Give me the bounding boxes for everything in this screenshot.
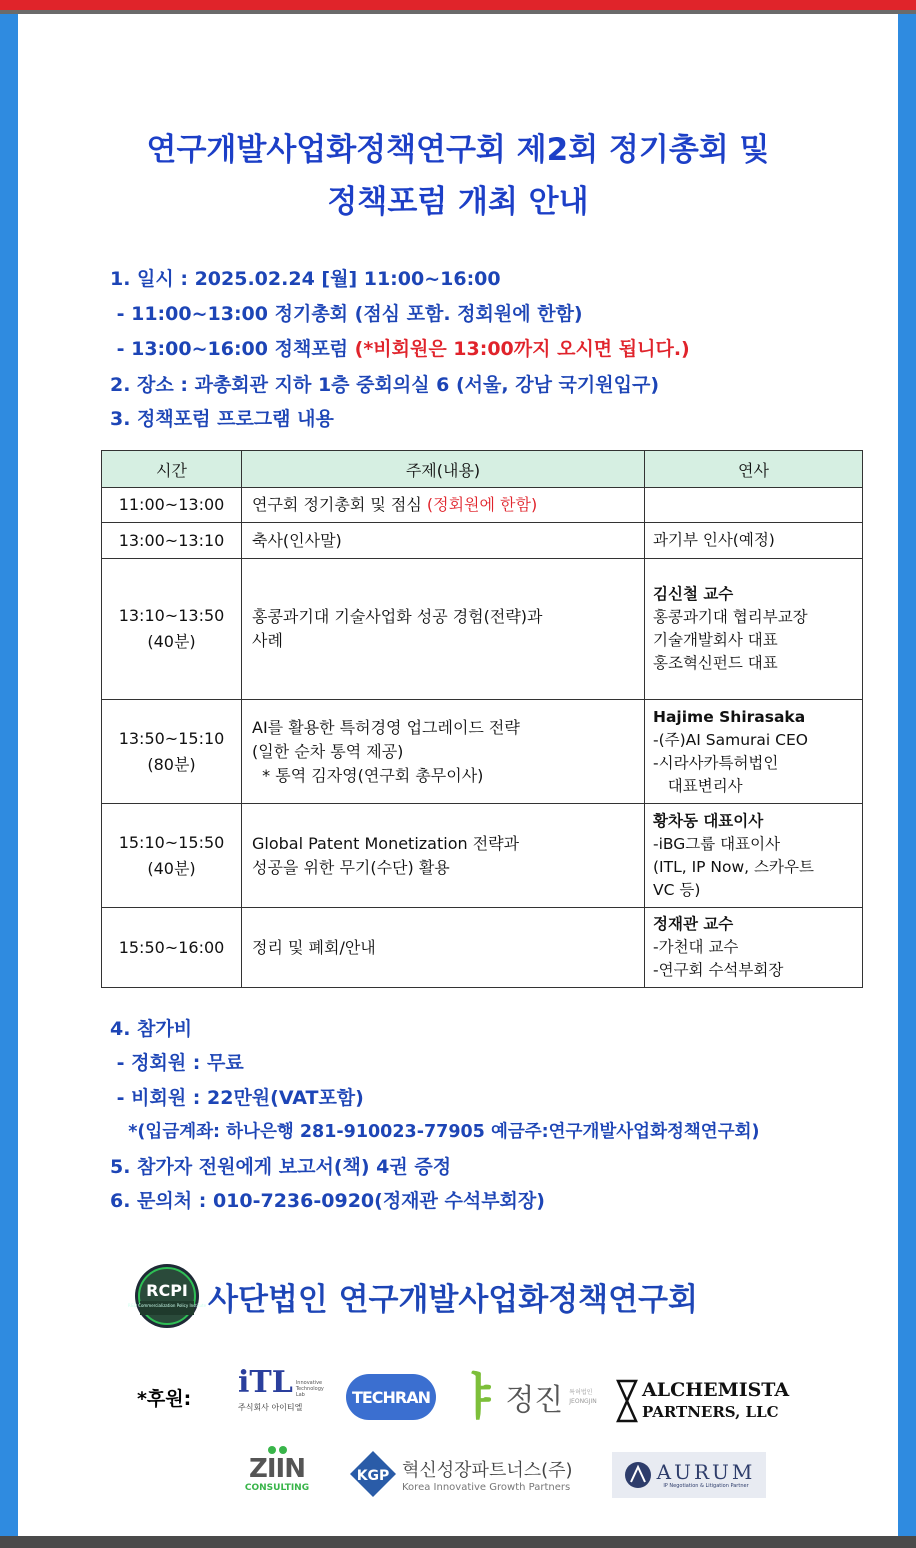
- itl-sub: Innovative Technology Lab: [295, 1380, 324, 1398]
- row-speaker: 과기부 인사(예정): [645, 523, 863, 559]
- info-program: 3. 정책포럼 프로그램 내용: [110, 408, 334, 430]
- header-speaker: 연사: [645, 451, 863, 488]
- time-range: 15:10~15:50: [118, 832, 225, 852]
- speaker-name: 정재관 교수: [653, 915, 734, 933]
- bottom-bar: [0, 1536, 916, 1548]
- contact-line: 6. 문의처 : 010-7236-0920(정재관 수석부회장): [110, 1190, 545, 1212]
- jeongjin-mark: ㅑ: [455, 1368, 504, 1426]
- itl-mark: iTL: [238, 1365, 293, 1400]
- speaker-line: (ITL, IP Now, 스카우트: [653, 857, 814, 876]
- ziin-logo: [238, 1446, 316, 1498]
- fee-member: - 정회원 : 무료: [110, 1052, 244, 1074]
- topic-line: (일한 순차 통역 제공): [252, 741, 404, 761]
- row-time: [102, 700, 242, 804]
- header-time: 시간: [102, 451, 242, 488]
- itl-logo: [238, 1365, 324, 1424]
- topic-line: 사례: [252, 631, 283, 650]
- techran-logo: [346, 1374, 436, 1420]
- speaker-line: 홍콩과기대 협리부교장: [653, 608, 808, 626]
- techran-text: TECHRAN: [351, 1387, 431, 1407]
- ziin-text: ZIIN: [249, 1454, 305, 1484]
- title-line-1: 연구개발사업화정책연구회 제2회 정기총회 및: [146, 132, 770, 168]
- row-speaker: [645, 908, 863, 988]
- speaker-name: 김신철 교수: [653, 585, 734, 603]
- speaker-line: -연구회 수석부회장: [653, 961, 784, 979]
- topic-line: Global Patent Monetization 전략과: [252, 833, 520, 853]
- row-topic: [242, 488, 645, 523]
- row-topic: [242, 804, 645, 908]
- table-row: [102, 523, 863, 559]
- rcpi-logo: [127, 1263, 207, 1329]
- aurum-logo: [612, 1452, 766, 1498]
- info-sub1: - 11:00~13:00 정기총회 (점심 포함. 정회원에 한함): [110, 303, 583, 325]
- organization-banner: [127, 1264, 698, 1328]
- row-time: [102, 804, 242, 908]
- row-speaker: [645, 700, 863, 804]
- sponsor-label: *후원:: [137, 1388, 192, 1410]
- topic-line: AI를 활용한 특허경영 업그레이드 전략: [252, 717, 520, 737]
- left-frame: [0, 14, 18, 1536]
- table-row: [102, 700, 863, 804]
- table-row: [102, 488, 863, 523]
- fee-heading: 4. 참가비: [110, 1018, 193, 1040]
- row-time: 11:00~13:00: [102, 488, 242, 523]
- topic-line: 홍콩과기대 기술사업화 성공 경험(전략)과: [252, 607, 543, 626]
- row-time: [102, 559, 242, 700]
- ziin-dots: [268, 1446, 287, 1454]
- speaker-line: VC 등): [653, 880, 701, 899]
- gift-line: 5. 참가자 전원에게 보고서(책) 4권 증정: [110, 1156, 452, 1178]
- table-row: [102, 804, 863, 908]
- row-time: 13:00~13:10: [102, 523, 242, 559]
- topic-line: 성공을 위한 무기(수단) 활용: [252, 857, 450, 877]
- time-range: 13:50~15:10: [118, 728, 225, 748]
- speaker-name: Hajime Shirasaka: [653, 707, 806, 726]
- ziin-sub: CONSULTING: [244, 1483, 310, 1493]
- speaker-line: -(주)AI Samurai CEO: [653, 730, 808, 749]
- time-range: 13:10~13:50: [118, 606, 225, 625]
- speaker-name: 황차동 대표이사: [653, 811, 764, 830]
- row-speaker: [645, 488, 863, 523]
- fee-account: *(입금계좌: 하나은행 281-910023-77905 예금주:연구개발사업화정책연구회): [110, 1122, 760, 1142]
- svg-text:R&D Commercialization Policy I: R&D Commercialization Policy Institute: [127, 1303, 207, 1308]
- svg-text:KGP: KGP: [356, 1468, 390, 1484]
- info-date: 1. 일시 : 2025.02.24 [월] 11:00~16:00: [110, 268, 501, 290]
- fee-nonmember: - 비회원 : 22만원(VAT포함): [110, 1087, 364, 1109]
- row-topic: [242, 700, 645, 804]
- kigp-text: 혁신성장파트너스(주) Korea Innovative Growth Partners: [402, 1459, 573, 1493]
- kigp-mark-icon: [348, 1449, 398, 1499]
- aurum-mark-icon: [623, 1460, 653, 1490]
- alchemista-text: ALCHEMISTA PARTNERS, LLC: [642, 1379, 790, 1421]
- header-topic: 주제(내용): [242, 451, 645, 488]
- jeongjin-logo: [455, 1366, 605, 1428]
- jeongjin-korean: 정진: [505, 1383, 564, 1418]
- alchemista-mark-icon: [616, 1379, 638, 1423]
- aurum-text: AURUM IP Negotiation & Litigation Partner: [656, 1460, 756, 1489]
- jeongjin-sub: 특허법인 JEONGJIN: [569, 1389, 597, 1405]
- title-line-2: 정책포럼 개최 안내: [327, 184, 589, 220]
- speaker-line: 대표변리사: [653, 776, 743, 795]
- row-topic: 축사(인사말): [242, 523, 645, 559]
- info-sub2-prefix: - 13:00~16:00 정책포럼: [110, 338, 355, 360]
- table-header-row: [102, 451, 863, 488]
- time-duration: (40분): [147, 632, 196, 651]
- speaker-line: 기술개발회사 대표: [653, 631, 778, 649]
- table-row: [102, 559, 863, 700]
- time-duration: (80분): [147, 754, 196, 774]
- organization-name: 사단법인 연구개발사업화정책연구회: [208, 1281, 698, 1318]
- row-time: 15:50~16:00: [102, 908, 242, 988]
- kigp-logo: [348, 1448, 588, 1500]
- right-frame: [898, 14, 916, 1536]
- itl-korean: 주식회사 아이티엘: [238, 1403, 303, 1412]
- row-speaker: [645, 804, 863, 908]
- speaker-line: 홍조혁신펀드 대표: [653, 654, 778, 672]
- time-duration: (40분): [147, 858, 196, 878]
- speaker-line: -iBG그룹 대표이사: [653, 834, 781, 853]
- topic-line: * 통역 김자영(연구회 총무이사): [252, 765, 484, 785]
- row-topic: [242, 559, 645, 700]
- info-sub2: [110, 334, 690, 361]
- row-speaker: [645, 559, 863, 700]
- info-sub2-note: (*비회원은 13:00까지 오시면 됩니다.): [354, 338, 690, 360]
- speaker-line: -가천대 교수: [653, 938, 739, 956]
- row-topic: 정리 및 폐회/안내: [242, 908, 645, 988]
- info-place: 2. 장소 : 과총회관 지하 1층 중회의실 6 (서울, 강남 국기원입구): [110, 374, 659, 396]
- topic-red-text: (정회원에 한함): [426, 495, 538, 514]
- table-row: [102, 908, 863, 988]
- topic-text: 연구회 정기총회 및 점심: [252, 495, 427, 514]
- top-red-bar: [0, 0, 916, 10]
- program-table: [101, 450, 863, 988]
- alchemista-logo: [616, 1378, 790, 1424]
- speaker-line: -시라사카특허법인: [653, 753, 779, 772]
- svg-text:RCPI: RCPI: [146, 1281, 188, 1300]
